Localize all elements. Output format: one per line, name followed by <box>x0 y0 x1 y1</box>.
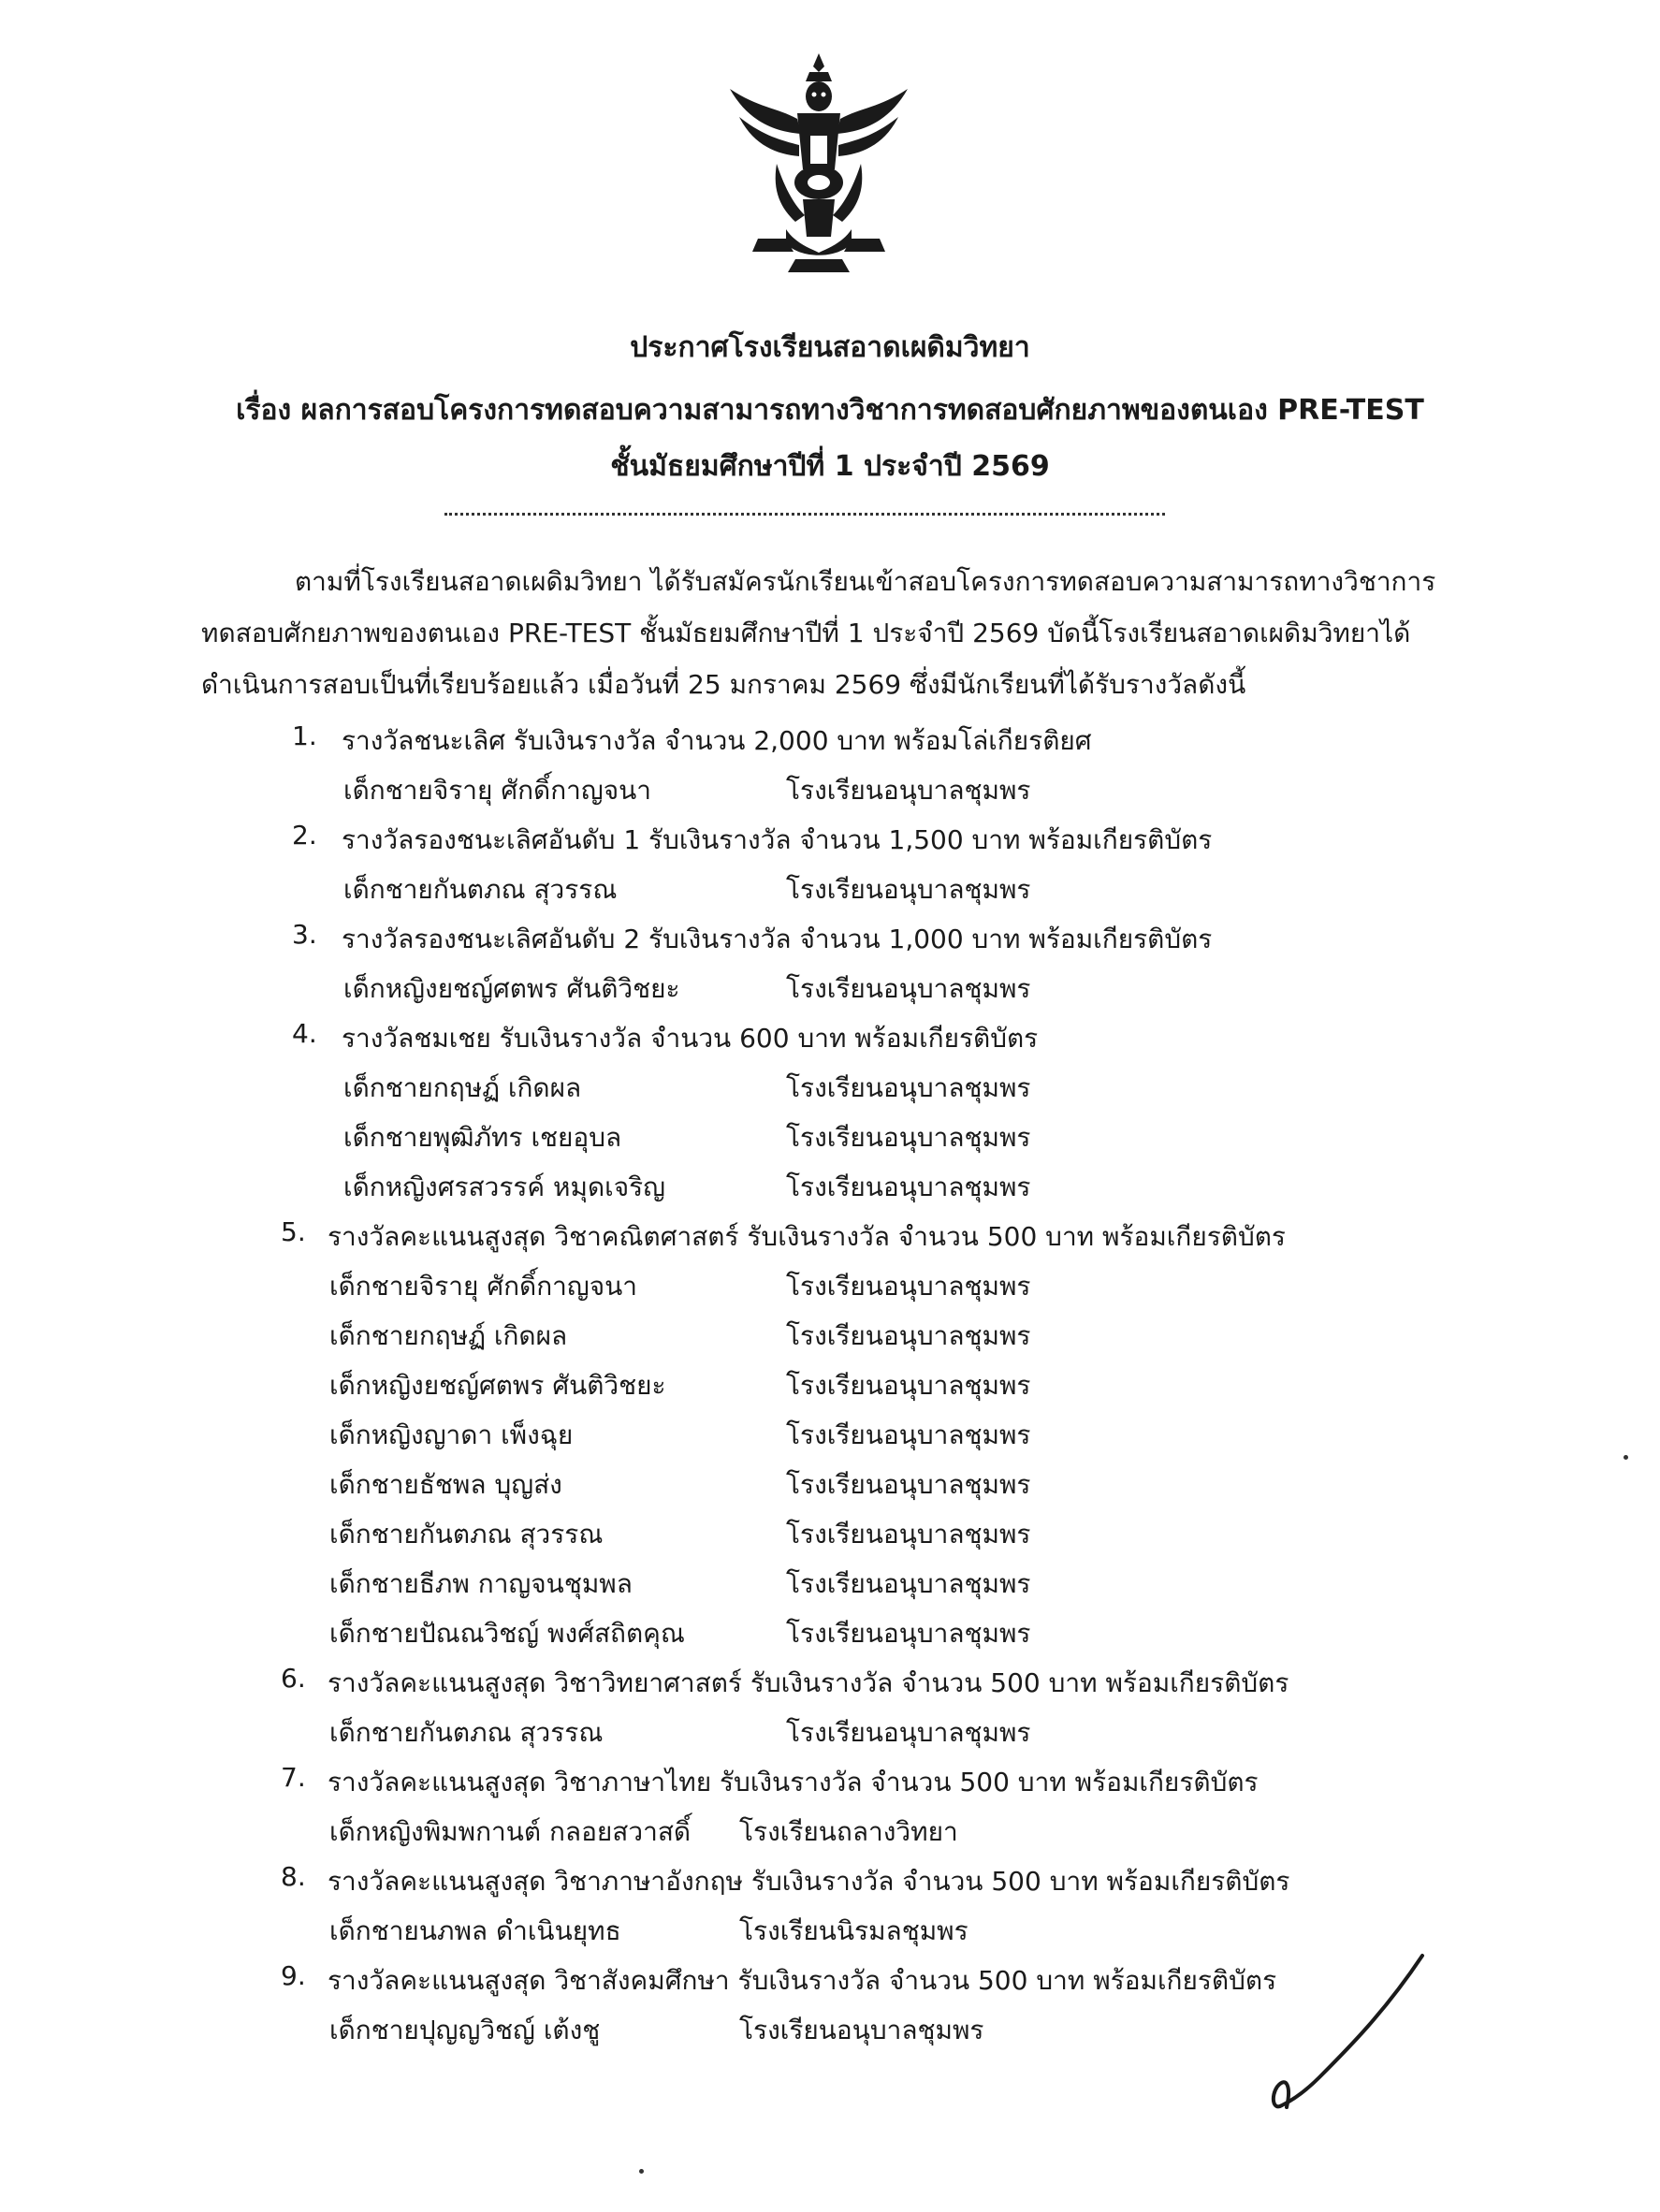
winner-school: โรงเรียนอนุบาลชุมพร <box>786 1122 1031 1153</box>
winner-school: โรงเรียนอนุบาลชุมพร <box>786 1370 1031 1401</box>
award-number: 9. <box>281 1960 306 1991</box>
winner-name: เด็กหญิงยชญ์ศตพร ศันติวิชยะ <box>343 973 680 1004</box>
winner-name: เด็กชายปัณณวิชญ์ พงศ์สถิตคุณ <box>329 1618 685 1649</box>
winner-name: เด็กหญิงศรสวรรค์ หมุดเจริญ <box>343 1171 665 1202</box>
paper-speck <box>1624 1455 1628 1460</box>
winner-school: โรงเรียนนิรมลชุมพร <box>739 1915 968 1946</box>
announcement-title: ประกาศโรงเรียนสอาดเผดิมวิทยา <box>630 331 1030 364</box>
award-number: 1. <box>292 720 317 751</box>
winner-school: โรงเรียนอนุบาลชุมพร <box>786 973 1031 1004</box>
intro-line-1: ตามที่โรงเรียนสอาดเผดิมวิทยา ได้รับสมัครนักเรียนเข้าสอบโครงการทดสอบความสามารถทางวิชาการ <box>295 566 1436 597</box>
winner-school: โรงเรียนถลางวิทยา <box>739 1816 958 1847</box>
winner-school: โรงเรียนอนุบาลชุมพร <box>786 1469 1031 1500</box>
handwritten-signature-icon <box>1254 1946 1441 2124</box>
paper-speck <box>639 2169 644 2174</box>
winner-name: เด็กชายกฤษฏ์ เกิดผล <box>343 1072 582 1103</box>
garuda-emblem-icon <box>721 51 917 276</box>
winner-school: โรงเรียนอนุบาลชุมพร <box>786 1271 1031 1302</box>
dotted-divider <box>444 513 1165 516</box>
winner-school: โรงเรียนอนุบาลชุมพร <box>786 1568 1031 1599</box>
winner-name: เด็กชายธีภพ กาญจนชุมพล <box>329 1568 633 1599</box>
announcement-subject: เรื่อง ผลการสอบโครงการทดสอบความสามารถทางวิชาการทดสอบศักยภาพของตนเอง PRE-TEST <box>236 394 1424 427</box>
award-number: 5. <box>281 1216 306 1247</box>
winner-school: โรงเรียนอนุบาลชุมพร <box>786 874 1031 905</box>
award-number: 8. <box>281 1861 306 1892</box>
winner-name: เด็กชายธัชพล บุญส่ง <box>329 1469 562 1500</box>
winner-name: เด็กชายจิรายุ ศักดิ์กาญจนา <box>343 775 652 806</box>
winner-school: โรงเรียนอนุบาลชุมพร <box>786 1519 1031 1550</box>
intro-line-2: ทดสอบศักยภาพของตนเอง PRE-TEST ชั้นมัธยมศึกษาปีที่ 1 ประจำปี 2569 บัดนี้โรงเรียนสอาดเผดิมวิทยาได้ <box>201 618 1411 648</box>
winner-name: เด็กหญิงญาดา เพ็งฉุย <box>329 1419 574 1450</box>
winner-name: เด็กชายกฤษฏ์ เกิดผล <box>329 1320 568 1351</box>
award-title: รางวัลรองชนะเลิศอันดับ 1 รับเงินรางวัล จำนวน 1,500 บาท พร้อมเกียรติบัตร <box>342 824 1213 855</box>
winner-name: เด็กชายนภพล ดำเนินยุทธ <box>329 1915 621 1946</box>
winner-school: โรงเรียนอนุบาลชุมพร <box>786 1717 1031 1748</box>
winner-school: โรงเรียนอนุบาลชุมพร <box>786 1072 1031 1103</box>
award-number: 7. <box>281 1762 306 1793</box>
award-title: รางวัลรองชนะเลิศอันดับ 2 รับเงินรางวัล จำนวน 1,000 บาท พร้อมเกียรติบัตร <box>342 924 1213 954</box>
award-title: รางวัลคะแนนสูงสุด วิชาคณิตศาสตร์ รับเงินรางวัล จำนวน 500 บาท พร้อมเกียรติบัตร <box>328 1221 1286 1252</box>
winner-name: เด็กชายกันตภณ สุวรรณ <box>329 1717 604 1748</box>
winner-name: เด็กหญิงยชญ์ศตพร ศันติวิชยะ <box>329 1370 666 1401</box>
award-title: รางวัลคะแนนสูงสุด วิชาภาษาอังกฤษ รับเงินรางวัล จำนวน 500 บาท พร้อมเกียรติบัตร <box>328 1866 1290 1897</box>
award-title: รางวัลชมเชย รับเงินรางวัล จำนวน 600 บาท พร้อมเกียรติบัตร <box>342 1023 1039 1054</box>
award-title: รางวัลคะแนนสูงสุด วิชาวิทยาศาสตร์ รับเงินรางวัล จำนวน 500 บาท พร้อมเกียรติบัตร <box>328 1667 1289 1698</box>
award-number: 2. <box>292 820 317 851</box>
announcement-level: ชั้นมัธยมศึกษาปีที่ 1 ประจำปี 2569 <box>610 450 1050 483</box>
award-title: รางวัลชนะเลิศ รับเงินรางวัล จำนวน 2,000 บาท พร้อมโล่เกียรติยศ <box>342 725 1092 756</box>
award-number: 4. <box>292 1018 317 1049</box>
award-title: รางวัลคะแนนสูงสุด วิชาสังคมศึกษา รับเงินรางวัล จำนวน 500 บาท พร้อมเกียรติบัตร <box>328 1965 1277 1996</box>
winner-name: เด็กชายพุฒิภัทร เชยอุบล <box>343 1122 622 1153</box>
winner-school: โรงเรียนอนุบาลชุมพร <box>786 1320 1031 1351</box>
award-number: 3. <box>292 919 317 950</box>
winner-school: โรงเรียนอนุบาลชุมพร <box>739 2015 984 2045</box>
winner-school: โรงเรียนอนุบาลชุมพร <box>786 1419 1031 1450</box>
award-number: 6. <box>281 1663 306 1694</box>
winner-name: เด็กหญิงพิมพกานต์ กลอยสวาสดิ์ <box>329 1816 692 1847</box>
winner-name: เด็กชายกันตภณ สุวรรณ <box>329 1519 604 1550</box>
winner-name: เด็กชายปุญญวิชญ์ เต้งชู <box>329 2015 601 2045</box>
award-title: รางวัลคะแนนสูงสุด วิชาภาษาไทย รับเงินรางวัล จำนวน 500 บาท พร้อมเกียรติบัตร <box>328 1767 1259 1797</box>
winner-school: โรงเรียนอนุบาลชุมพร <box>786 1618 1031 1649</box>
intro-line-3: ดำเนินการสอบเป็นที่เรียบร้อยแล้ว เมื่อวันที่ 25 มกราคม 2569 ซึ่งมีนักเรียนที่ได้รับรางวัลดังนี้ <box>201 669 1246 700</box>
winner-name: เด็กชายกันตภณ สุวรรณ <box>343 874 618 905</box>
winner-school: โรงเรียนอนุบาลชุมพร <box>786 775 1031 806</box>
winner-name: เด็กชายจิรายุ ศักดิ์กาญจนา <box>329 1271 638 1302</box>
winner-school: โรงเรียนอนุบาลชุมพร <box>786 1171 1031 1202</box>
